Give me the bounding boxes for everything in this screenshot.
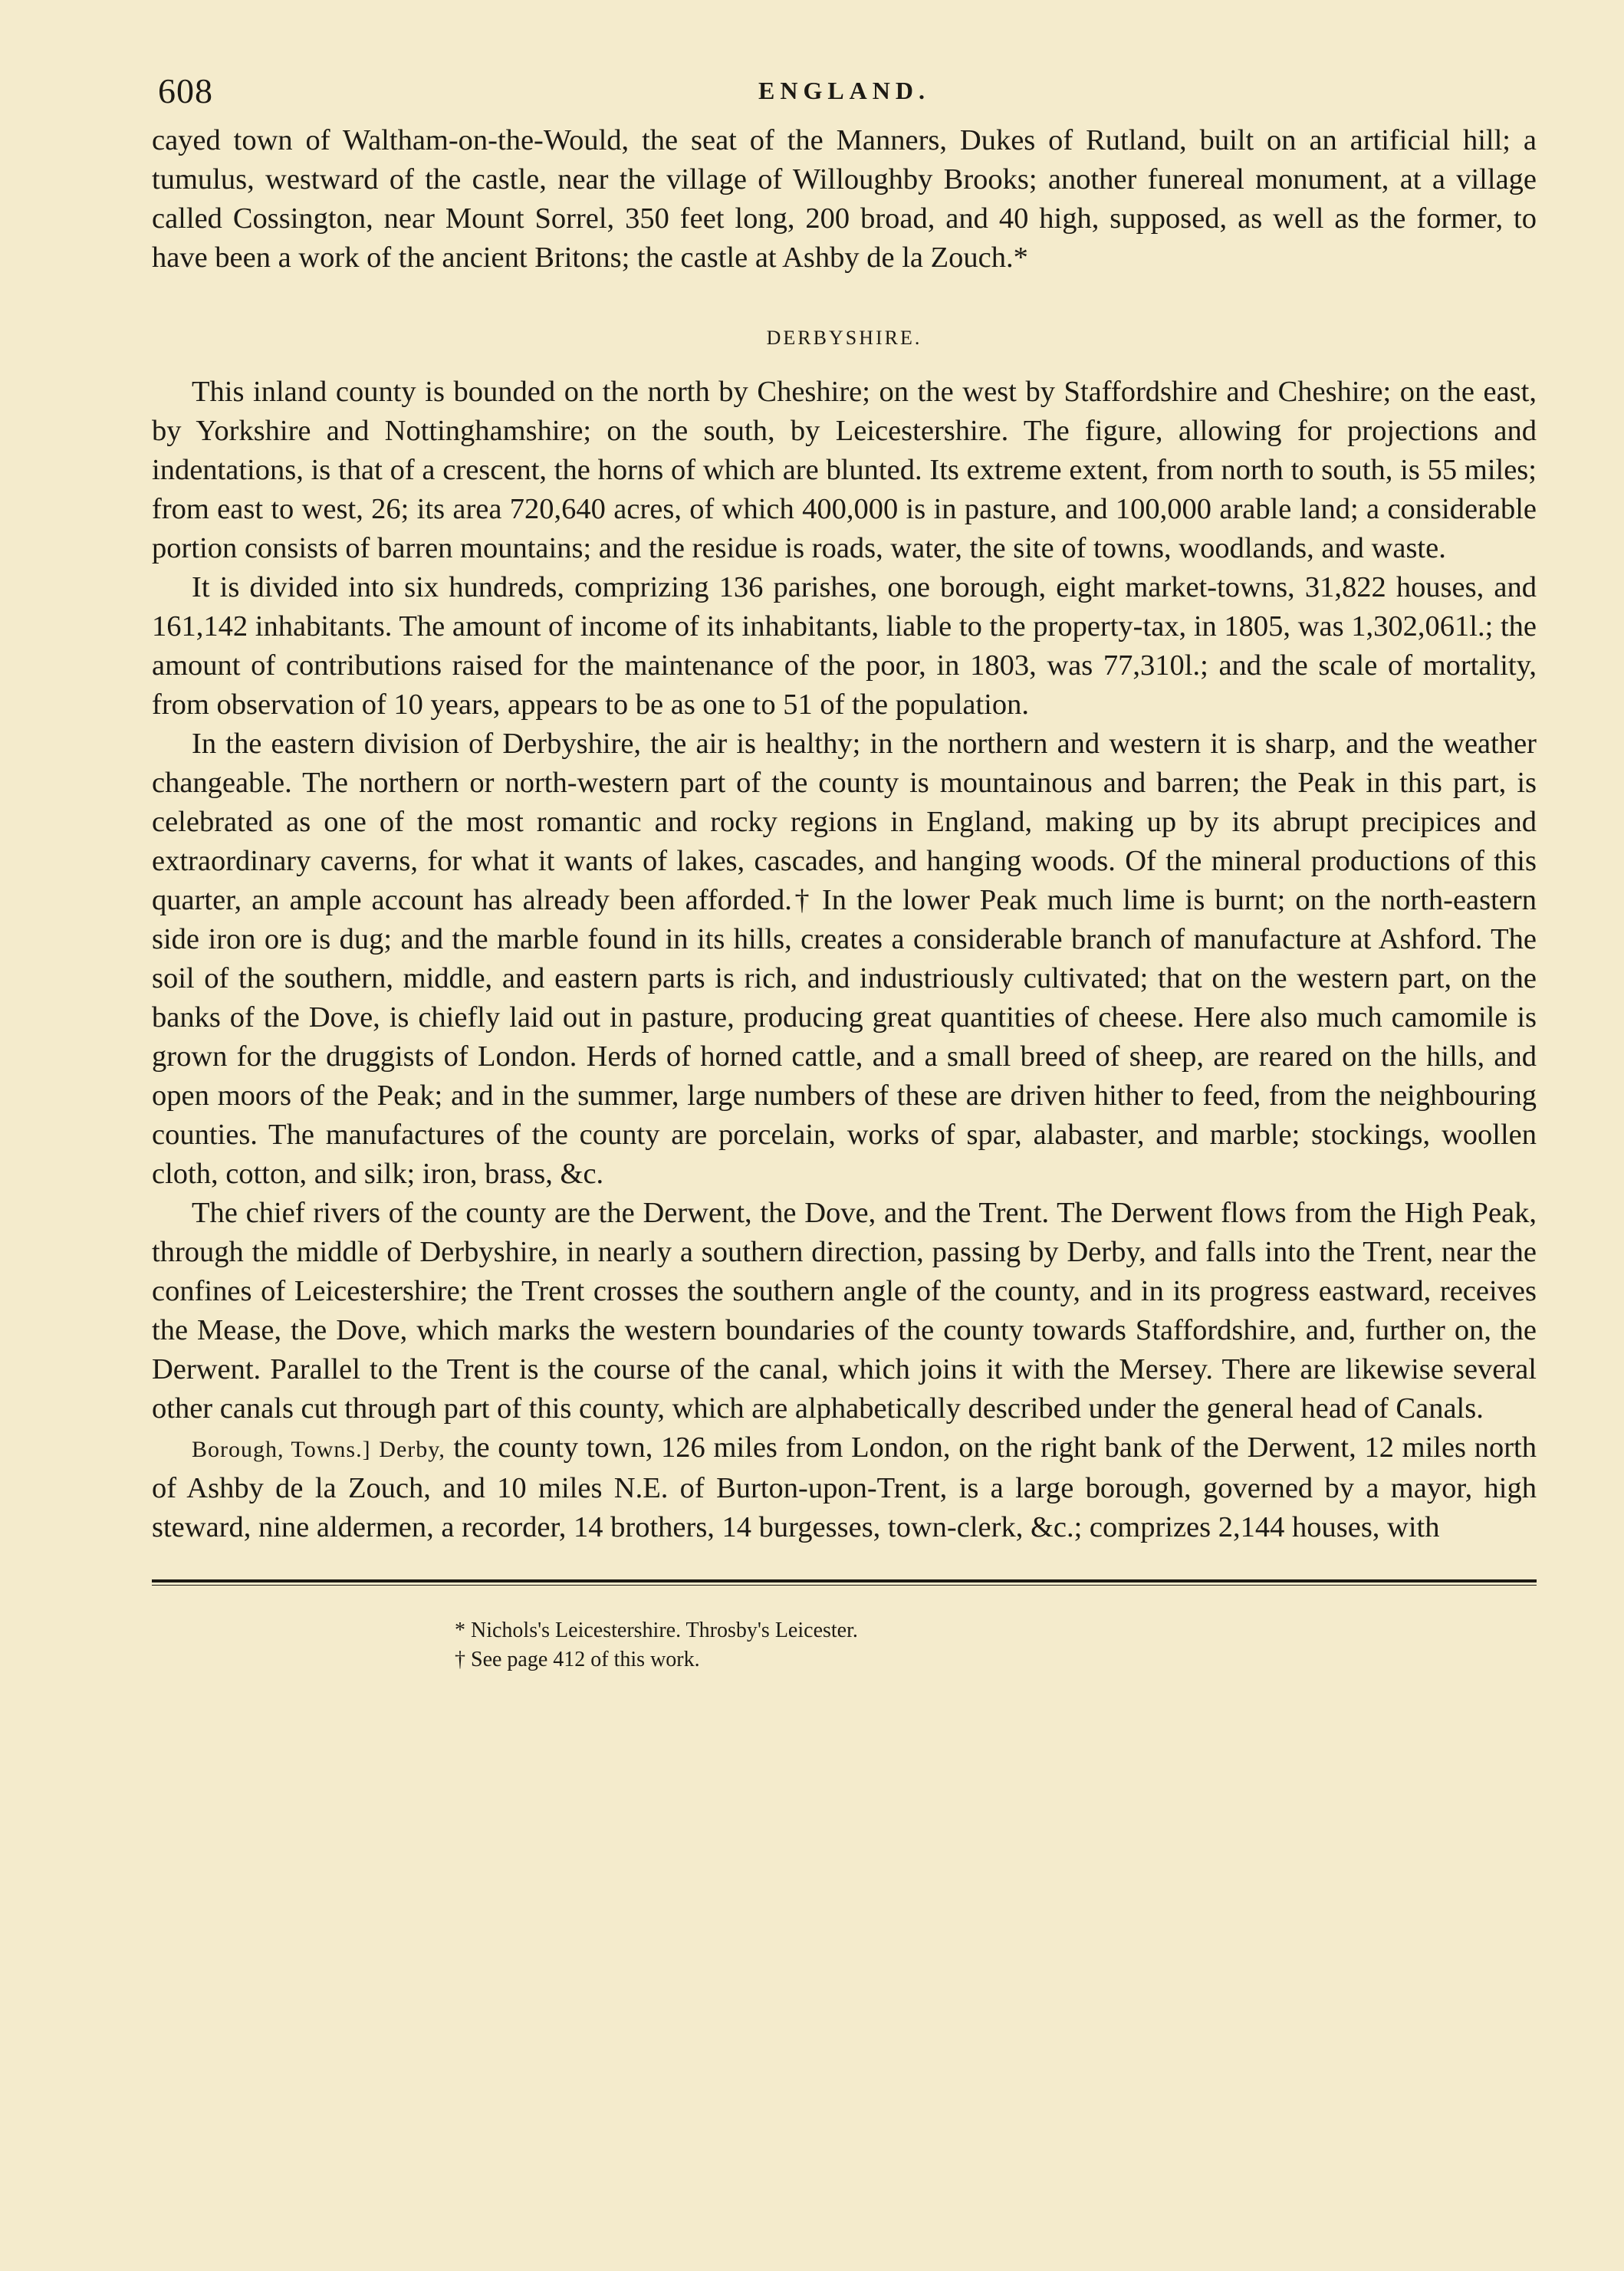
footnote-rule [152,1579,1537,1582]
boroughs-label: Borough, Towns.] [192,1437,371,1462]
footnote-rule-thin [152,1585,1537,1586]
running-head [152,71,1537,117]
book-page [152,71,1537,1674]
footnote-asterisk: * Nichols's Leicestershire. Throsby's Leicester. [455,1619,858,1642]
paragraph-boundaries: This inland county is bounded on the north by Cheshire; on the west by Staffordshire and Cheshire; on the east, by Yorkshire and Nottinghamshire; on the south, by Leicestershire. The figure, allowing for projections and indentations, is that of a crescent, the horns of which are blunted. Its extreme extent, from north to south, is 55 miles; from east to west, 26; its area 720,640 acres, of which 400,000 is in pasture, and 100,000 arable land; a considerable portion consists of barren mountains; and the residue is roads, water, the site of towns, woodlands, and waste. [152,376,1537,564]
paragraph-divisions: It is divided into six hundreds, comprizing 136 parishes, one borough, eight market-towns, 31,822 houses, and 161,142 inhabitants. The amount of income of its inhabitants, liable to the property-tax, in 1805, was 1,302,061l.; the amount of contributions raised for the maintenance of the poor, in 1803, was 77,310l.; and the scale of mortality, from observation of 10 years, appears to be as one to 51 of the population. [152,571,1537,721]
running-title: ENGLAND. [758,77,930,104]
paragraph-boroughs [152,1428,1537,1547]
leicestershire-continuation: cayed town of Waltham-on-the-Would, the seat of the Manners, Dukes of Rutland, built on an artificial hill; a tumulus, westward of the castle, near the village of Willoughby Brooks; another funereal monument, at a village called Cossington, near Mount Sorrel, 350 feet long, 200 broad, and 40 high, supposed, as well as the former, to have been a work of the ancient Britons; the castle at Ashby de la Zouch.* [152,124,1537,274]
section-heading: DERBYSHIRE. [766,327,922,349]
page-number: 608 [158,71,213,110]
paragraph-climate-productions: In the eastern division of Derbyshire, the air is healthy; in the northern and western it is sharp, and the weather changeable. The northern or north-western part of the county is mountainous and barren; the Peak in this part, is celebrated as one of the most romantic and rocky regions in England, making up by its abrupt precipices and extraordinary caverns, for what it wants of lakes, cascades, and hanging woods. Of the mineral productions of this quarter, an ample account has already been afforded.† In the lower Peak much lime is burnt; on the north-eastern side iron ore is dug; and the marble found in its hills, creates a considerable branch of manufacture at Ashford. The soil of the southern, middle, and eastern parts is rich, and industriously cultivated; that on the western part, on the banks of the Dove, is chiefly laid out in pasture, producing great quantities of cheese. Here also much camomile is grown for the druggists of London. Herds of horned cattle, and a small breed of sheep, are reared on the hills, and open moors of the Peak; and in the summer, large numbers of these are driven hither to feed, from the neighbouring counties. The manufactures of the county are porcelain, works of spar, alabaster, and marble; stockings, woollen cloth, cotton, and silk; iron, brass, &c. [152,728,1537,1190]
paragraph-rivers: The chief rivers of the county are the Derwent, the Dove, and the Trent. The Derwent flows from the High Peak, through the middle of Derbyshire, in nearly a southern direction, passing by Derby, and falls into the Trent, near the confines of Leicestershire; the Trent crosses the southern angle of the county, and in its progress eastward, receives the Mease, the Dove, which marks the western boundaries of the county towards Staffordshire, and, further on, the Derwent. Parallel to the Trent is the course of the canal, which joins it with the Mersey. There are likewise several other canals cut through part of this county, which are alphabetically described under the general head of Canals. [152,1197,1537,1425]
footnote-dagger: † See page 412 of this work. [455,1648,700,1671]
derby-text: the county town, 126 miles from London, on the right bank of the Derwent, 12 miles north of Ashby de la Zouch, and 10 miles N.E. of Burton-upon-Trent, is a large borough, governed by a mayor, high steward, nine aldermen, a recorder, 14 brothers, 14 burgesses, town-clerk, &c.; comprizes 2,144 houses, with [152,1431,1537,1543]
footnotes [152,1616,1537,1674]
derby-label: Derby, [379,1437,445,1462]
